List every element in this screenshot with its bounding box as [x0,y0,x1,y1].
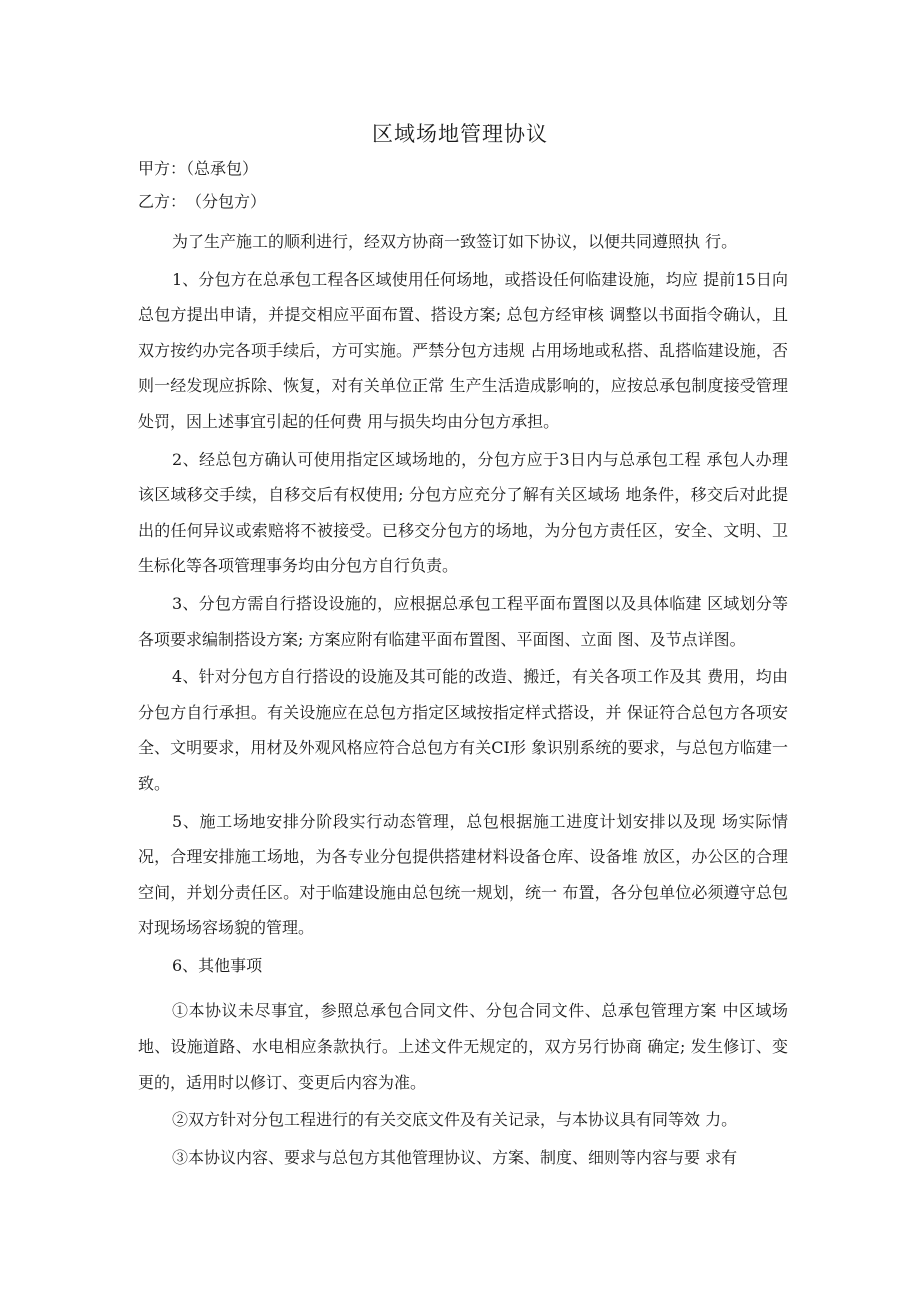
clause-6-heading: 6、其他事项 [172,955,263,975]
clause-6-item-1: ①本协议未尽事宜，参照总承包合同文件、分包合同文件、总承包管理方案 中区域场地、设施道路、水电相应条款执行。上述文件无规定的，双方另行协商 确定; 发生修订、变更的，适用时以修订、变更后内容为准。 [138,1001,788,1092]
intro-paragraph: 为了生产施工的顺利进行，经双方协商一致签订如下协议，以便共同遵照执 行。 [172,232,738,251]
document-title: 区域场地管理协议 [372,122,548,146]
clause-1: 1、分包方在总承包工程各区域使用任何场地，或搭设任何临建设施，均应 提前15日向总包方提出申请，并提交相应平面布置、搭设方案; 总包方经审核 调整以书面指令确认，且双方按约办完各项手续后，方可实施。严禁分包方违规 占用场地或私搭、乱搭临建设施，否则一经发现应拆除、恢复，对有关单位正常 生产生活造成影响的，应按总承包制度接受管理处罚，因上述事宜引起的任何费 用与损失均由分包方承担。 [138,269,788,431]
clause-6-item-3: ③本协议内容、要求与总包方其他管理协议、方案、制度、细则等内容与要 求有 [172,1147,738,1167]
clause-5: 5、施工场地安排分阶段实行动态管理，总包根据施工进度计划安排以及现 场实际情况，合理安排施工场地，为各专业分包提供搭建材料设备仓库、设备堆 放区，办公区的合理空间，并划分责任区。对于临建设施由总包统一规划，统一 布置，各分包单位必须遵守总包对现场场容场貌的管理。 [138,811,788,938]
clause-6-item-2: ②双方针对分包工程进行的有关交底文件及有关记录，与本协议具有同等效 力。 [172,1110,738,1130]
clause-3: 3、分包方需自行搭设设施的，应根据总承包工程平面布置图以及具体临建 区域划分等各项要求编制搭设方案; 方案应附有临建平面布置图、平面图、立面 图、及节点详图。 [138,593,788,649]
clause-2: 2、经总包方确认可使用指定区域场地的，分包方应于3日内与总承包工程 承包人办理该区域移交手续，自移交后有权使用; 分包方应充分了解有关区域场 地条件，移交后对此提出的任何异议或索赔将不被接受。已移交分包方的场地，为分包方责任区，安全、文明、卫生标化等各项管理事务均由分包方自行负责。 [138,449,788,576]
agreement-body [138,224,788,1177]
party-a: 甲方：（总承包） [138,159,259,178]
party-b: 乙方： （分包方） [138,192,267,211]
clause-4: 4、针对分包方自行搭设的设施及其可能的改造、搬迁，有关各项工作及其 费用，均由分包方自行承担。有关设施应在总包方指定区域按指定样式搭设，并 保证符合总包方各项安全、文明要求，用材及外观风格应符合总包方有关CI形 象识别系统的要求，与总包方临建一致。 [138,667,788,793]
